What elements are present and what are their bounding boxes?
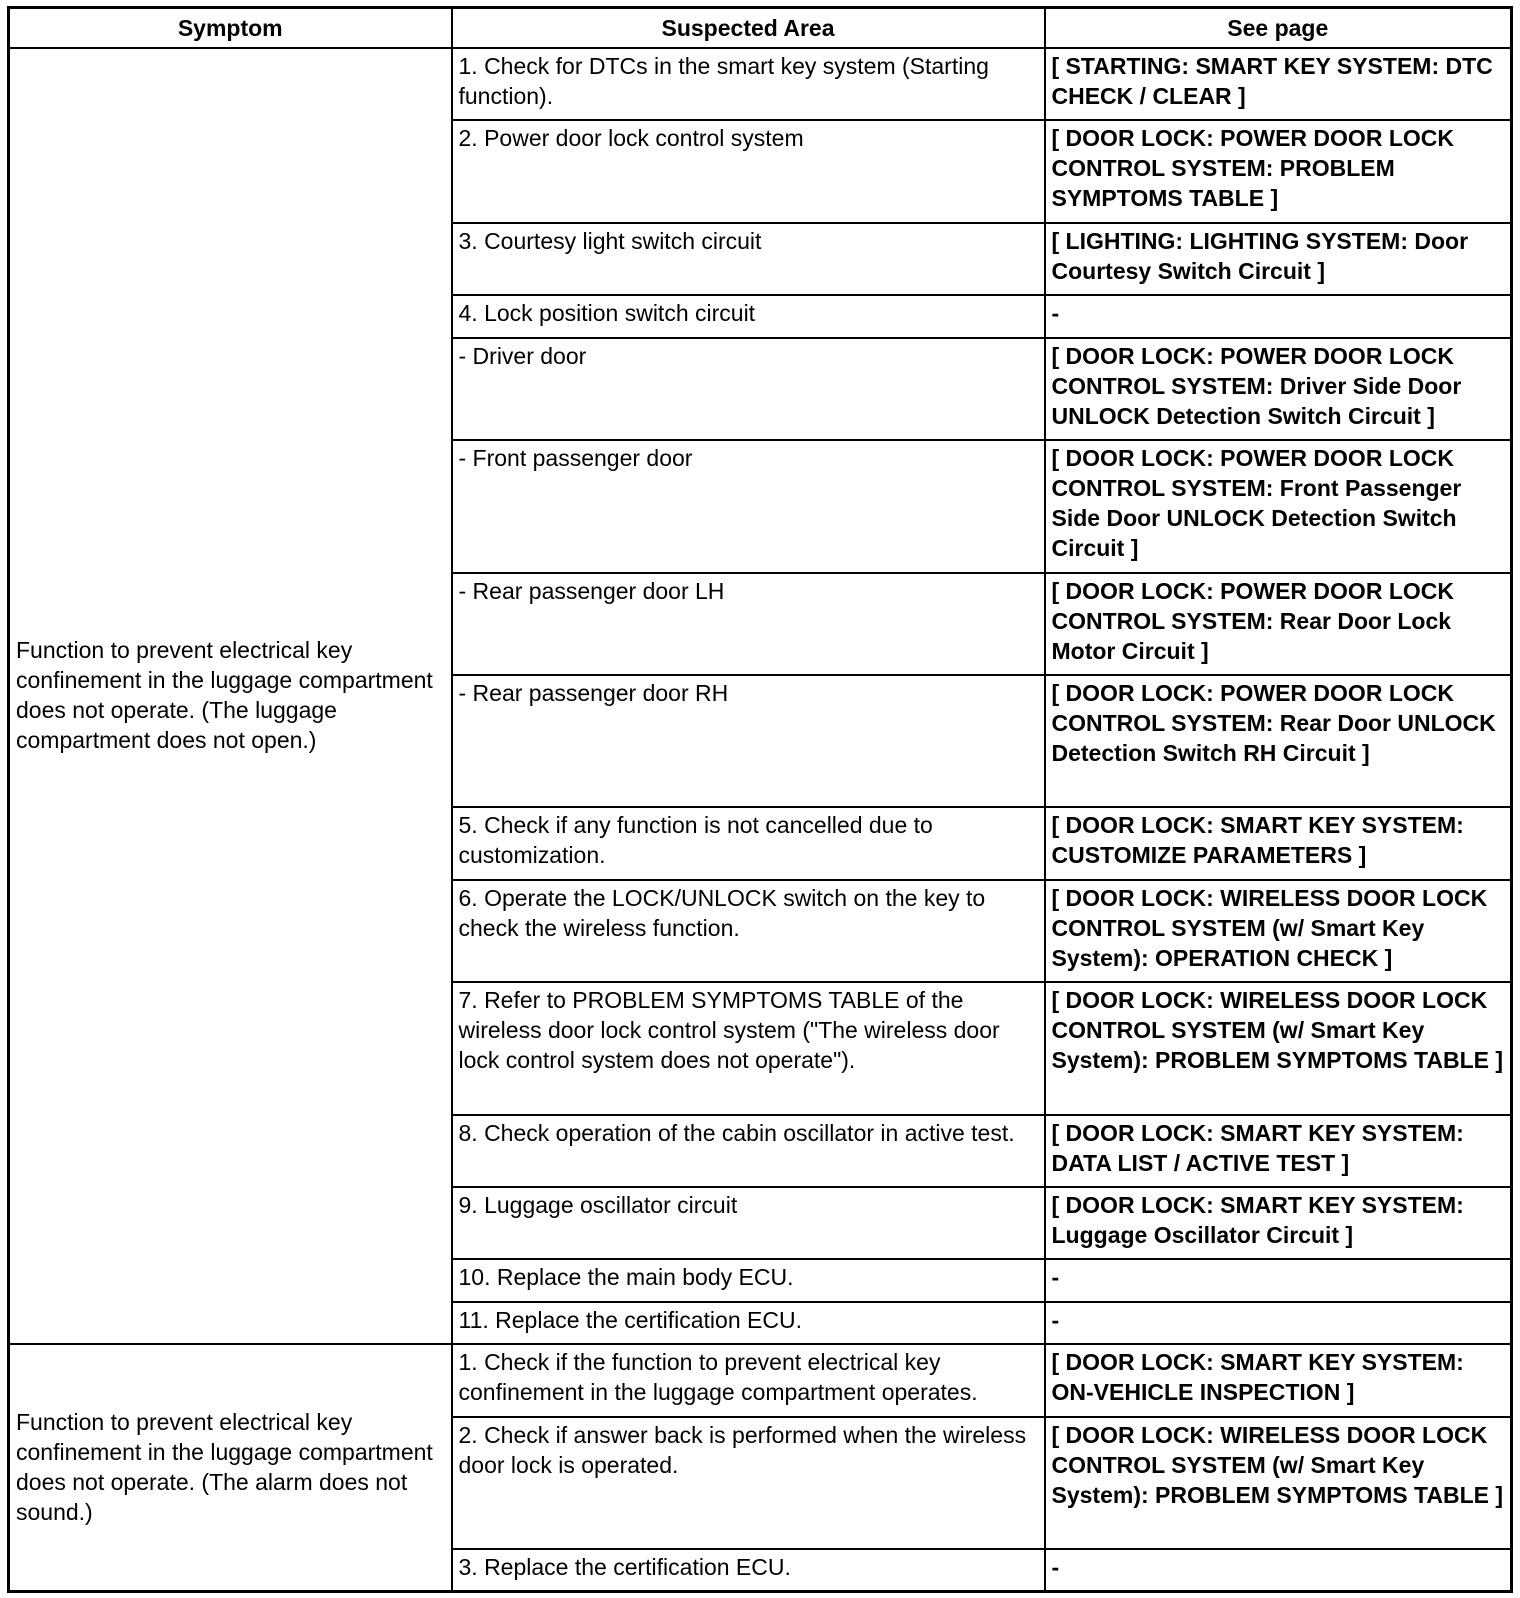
suspected-area-cell: 8. Check operation of the cabin oscillator in active test. [452, 1115, 1045, 1187]
suspected-area-cell: 11. Replace the certification ECU. [452, 1302, 1045, 1345]
suspected-area-cell: 2. Power door lock control system [452, 120, 1045, 223]
see-page-cell: - [1045, 295, 1512, 338]
suspected-area-cell: 9. Luggage oscillator circuit [452, 1187, 1045, 1259]
see-page-cell: [ DOOR LOCK: POWER DOOR LOCK CONTROL SYSTEM: Rear Door UNLOCK Detection Switch RH Circuit ] [1045, 675, 1512, 807]
see-page-cell: [ DOOR LOCK: WIRELESS DOOR LOCK CONTROL SYSTEM (w/ Smart Key System): OPERATION CHECK ] [1045, 880, 1512, 983]
see-page-cell: - [1045, 1549, 1512, 1592]
symptoms-table [7, 6, 1513, 1593]
suspected-area-cell: - Driver door [452, 338, 1045, 441]
suspected-area-cell: - Front passenger door [452, 440, 1045, 572]
see-page-cell: [ DOOR LOCK: SMART KEY SYSTEM: CUSTOMIZE PARAMETERS ] [1045, 807, 1512, 879]
see-page-cell: - [1045, 1302, 1512, 1345]
see-page-cell: [ DOOR LOCK: POWER DOOR LOCK CONTROL SYSTEM: Rear Door Lock Motor Circuit ] [1045, 573, 1512, 676]
suspected-area-cell: 4. Lock position switch circuit [452, 295, 1045, 338]
see-page-cell: [ DOOR LOCK: WIRELESS DOOR LOCK CONTROL SYSTEM (w/ Smart Key System): PROBLEM SYMPTOMS TABLE ] [1045, 982, 1512, 1114]
suspected-area-cell: 3. Courtesy light switch circuit [452, 223, 1045, 295]
suspected-area-cell: 6. Operate the LOCK/UNLOCK switch on the key to check the wireless function. [452, 880, 1045, 983]
header-see-page: See page [1045, 8, 1512, 49]
table-body [9, 48, 1512, 1592]
table-row [9, 1344, 1512, 1416]
symptom-cell: Function to prevent electrical key confinement in the luggage compartment does not operate. (The luggage compartment does not open.) [9, 48, 452, 1344]
see-page-cell: [ DOOR LOCK: SMART KEY SYSTEM: ON-VEHICLE INSPECTION ] [1045, 1344, 1512, 1416]
suspected-area-cell: - Rear passenger door RH [452, 675, 1045, 807]
see-page-cell: [ DOOR LOCK: SMART KEY SYSTEM: Luggage Oscillator Circuit ] [1045, 1187, 1512, 1259]
suspected-area-cell: 10. Replace the main body ECU. [452, 1259, 1045, 1302]
suspected-area-cell: 3. Replace the certification ECU. [452, 1549, 1045, 1592]
see-page-cell: [ DOOR LOCK: WIRELESS DOOR LOCK CONTROL SYSTEM (w/ Smart Key System): PROBLEM SYMPTOMS TABLE ] [1045, 1417, 1512, 1549]
table-row [9, 48, 1512, 120]
see-page-cell: [ DOOR LOCK: SMART KEY SYSTEM: DATA LIST / ACTIVE TEST ] [1045, 1115, 1512, 1187]
see-page-cell: [ STARTING: SMART KEY SYSTEM: DTC CHECK / CLEAR ] [1045, 48, 1512, 120]
header-symptom: Symptom [9, 8, 452, 49]
suspected-area-cell: 1. Check for DTCs in the smart key system (Starting function). [452, 48, 1045, 120]
see-page-cell: [ DOOR LOCK: POWER DOOR LOCK CONTROL SYSTEM: Front Passenger Side Door UNLOCK Detection Switch Circuit ] [1045, 440, 1512, 572]
suspected-area-cell: - Rear passenger door LH [452, 573, 1045, 676]
see-page-cell: [ DOOR LOCK: POWER DOOR LOCK CONTROL SYSTEM: Driver Side Door UNLOCK Detection Switch Circuit ] [1045, 338, 1512, 441]
suspected-area-cell: 2. Check if answer back is performed when the wireless door lock is operated. [452, 1417, 1045, 1549]
header-suspected-area: Suspected Area [452, 8, 1045, 49]
symptom-cell: Function to prevent electrical key confinement in the luggage compartment does not operate. (The alarm does not sound.) [9, 1344, 452, 1591]
suspected-area-cell: 5. Check if any function is not cancelled due to customization. [452, 807, 1045, 879]
see-page-cell: [ LIGHTING: LIGHTING SYSTEM: Door Courtesy Switch Circuit ] [1045, 223, 1512, 295]
header-row [9, 8, 1512, 49]
suspected-area-cell: 7. Refer to PROBLEM SYMPTOMS TABLE of the wireless door lock control system ("The wireless door lock control system does not operate"). [452, 982, 1045, 1114]
suspected-area-cell: 1. Check if the function to prevent electrical key confinement in the luggage compartment operates. [452, 1344, 1045, 1416]
see-page-cell: - [1045, 1259, 1512, 1302]
see-page-cell: [ DOOR LOCK: POWER DOOR LOCK CONTROL SYSTEM: PROBLEM SYMPTOMS TABLE ] [1045, 120, 1512, 223]
